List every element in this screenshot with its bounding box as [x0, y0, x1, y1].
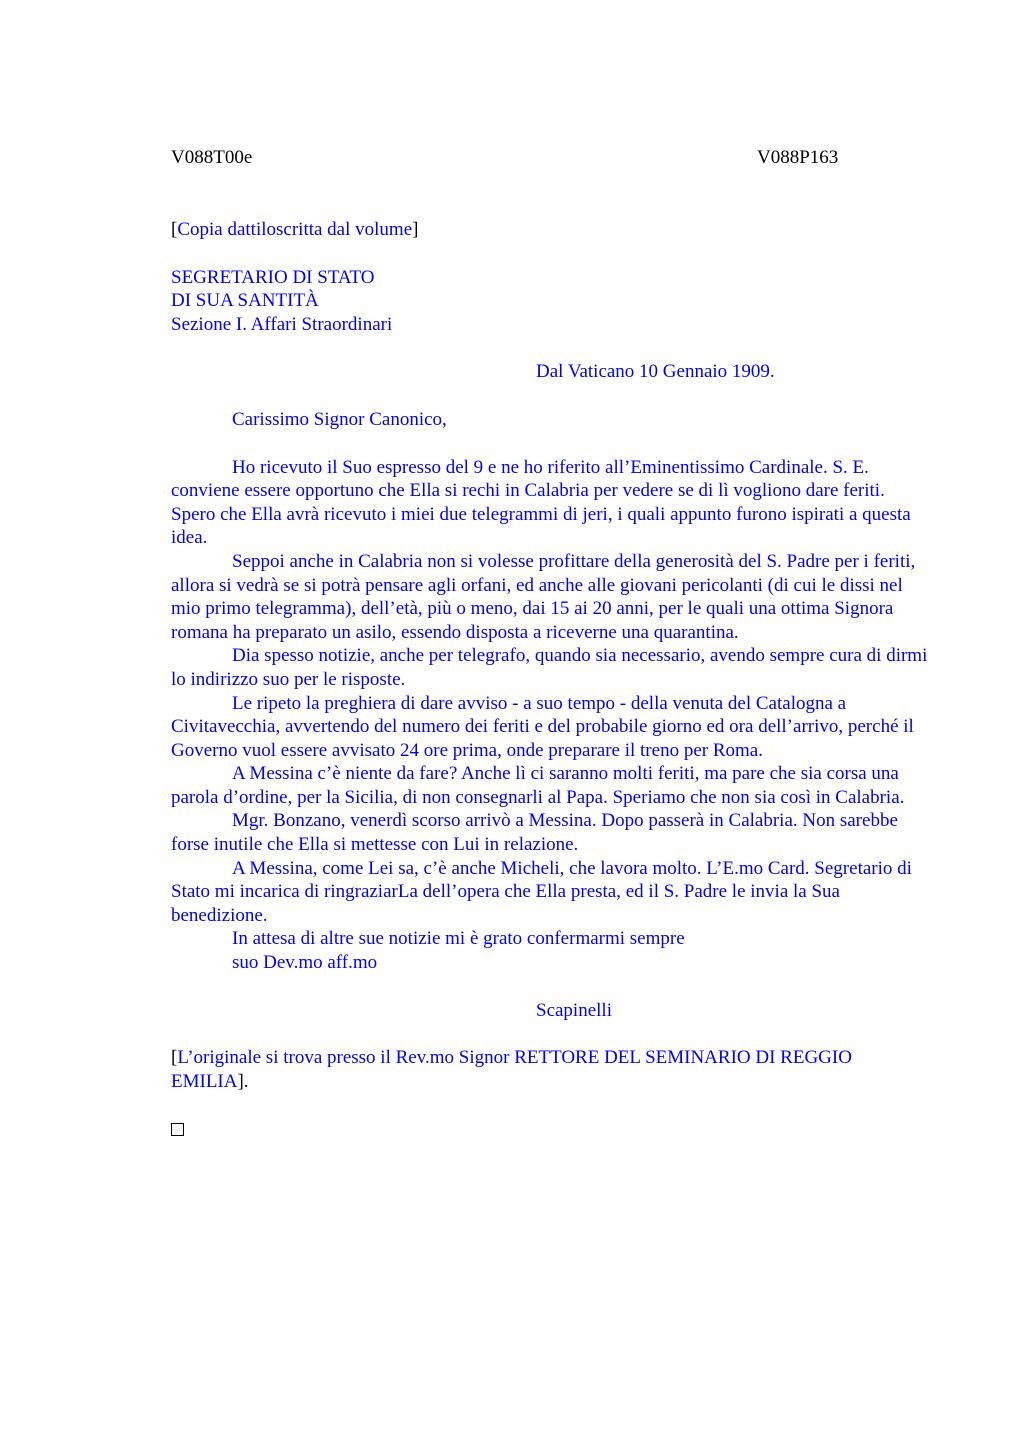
- sender-line-3: Sezione I. Affari Straordinari: [171, 313, 393, 335]
- closing-line-2: suo Dev.mo aff.mo: [232, 952, 378, 974]
- document-page: [171, 146, 931, 1143]
- body-paragraph-6: Mgr. Bonzano, venerdì scorso arrivò a Messina. Dopo passerà in Calabria. Non sarebbe forse inutile che Ella si mettesse con Lui in relazione.: [171, 810, 898, 856]
- body-paragraph-4: Le ripeto la preghiera di dare avviso - a suo tempo - della venuta del Catalogna a Civitavecchia, avvertendo del numero dei feriti e del probabile giorno ed ora dell’arrivo, perché il Governo vuol essere avvisato 24 ore prima, onde preparare il treno per Roma.: [171, 692, 914, 761]
- end-mark: [171, 1117, 931, 1143]
- note-bottom-text: L’originale si trova presso il Rev.mo Signor RETTORE DEL SEMINARIO DI REGGIO EMILIA: [171, 1047, 852, 1092]
- body-paragraph-2: Seppoi anche in Calabria non si volesse profittare della generosità del S. Padre per i feriti, allora si vedrà se si potrà pensare agli orfani, ed anche alle giovani pericolanti (di cui le dissi nel mio primo telegramma), dell’età, più o meno, dai 15 ai 20 anni, per le quali una ottima Signora romana ha preparato un asilo, essendo disposta a riceverne una quarantina.: [171, 550, 916, 643]
- header-left-code: V088T00e: [171, 147, 253, 168]
- document-header: [171, 146, 931, 170]
- body-paragraph-1: Ho ricevuto il Suo espresso del 9 e ne ho riferito all’Eminentissimo Cardinale. S. E. conviene essere opportuno che Ella si rechi in Calabria per vedere se di lì vogliono dare feriti. Spero che Ella avrà ricevuto i miei due telegrammi di jeri, i quali appunto furono ispirati a questa idea.: [171, 456, 911, 549]
- sender-block: [171, 266, 931, 337]
- note-top: [171, 218, 931, 242]
- sender-line-2: DI SUA SANTITÀ: [171, 290, 319, 312]
- letter-date: Dal Vaticano 10 Gennaio 1909.: [536, 361, 775, 383]
- note-bottom-close-bracket: ].: [237, 1070, 249, 1092]
- note-top-open-bracket: [: [171, 219, 178, 240]
- note-bottom: [171, 1046, 931, 1093]
- checkbox-icon: [171, 1123, 184, 1136]
- sender-line-1: SEGRETARIO DI STATO: [171, 266, 375, 288]
- body-paragraph-5: A Messina c’è niente da fare? Anche lì ci saranno molti feriti, ma pare che sia corsa una parola d’ordine, per la Sicilia, di non consegnarli al Papa. Speriamo che non sia così in Calabria.: [171, 763, 905, 808]
- header-right-code: V088P163: [757, 147, 839, 168]
- salutation: Carissimo Signor Canonico,: [232, 408, 447, 430]
- note-bottom-open-bracket: [: [171, 1047, 178, 1069]
- note-top-close-bracket: ]: [412, 219, 419, 240]
- letter-body: [171, 456, 931, 975]
- note-top-text: Copia dattiloscritta dal volume: [177, 219, 413, 240]
- body-paragraph-7: A Messina, come Lei sa, c’è anche Micheli, che lavora molto. L’E.mo Card. Segretario di Stato mi incarica di ringraziarLa dell’opera che Ella presta, ed il S. Padre le invia la Sua benedizione.: [171, 857, 912, 926]
- body-paragraph-3: Dia spesso notizie, anche per telegrafo, quando sia necessario, avendo sempre cura di dirmi lo indirizzo suo per le risposte.: [171, 645, 928, 690]
- signature: Scapinelli: [536, 999, 612, 1021]
- closing-line-1: In attesa di altre sue notizie mi è grato confermarmi sempre: [232, 928, 685, 950]
